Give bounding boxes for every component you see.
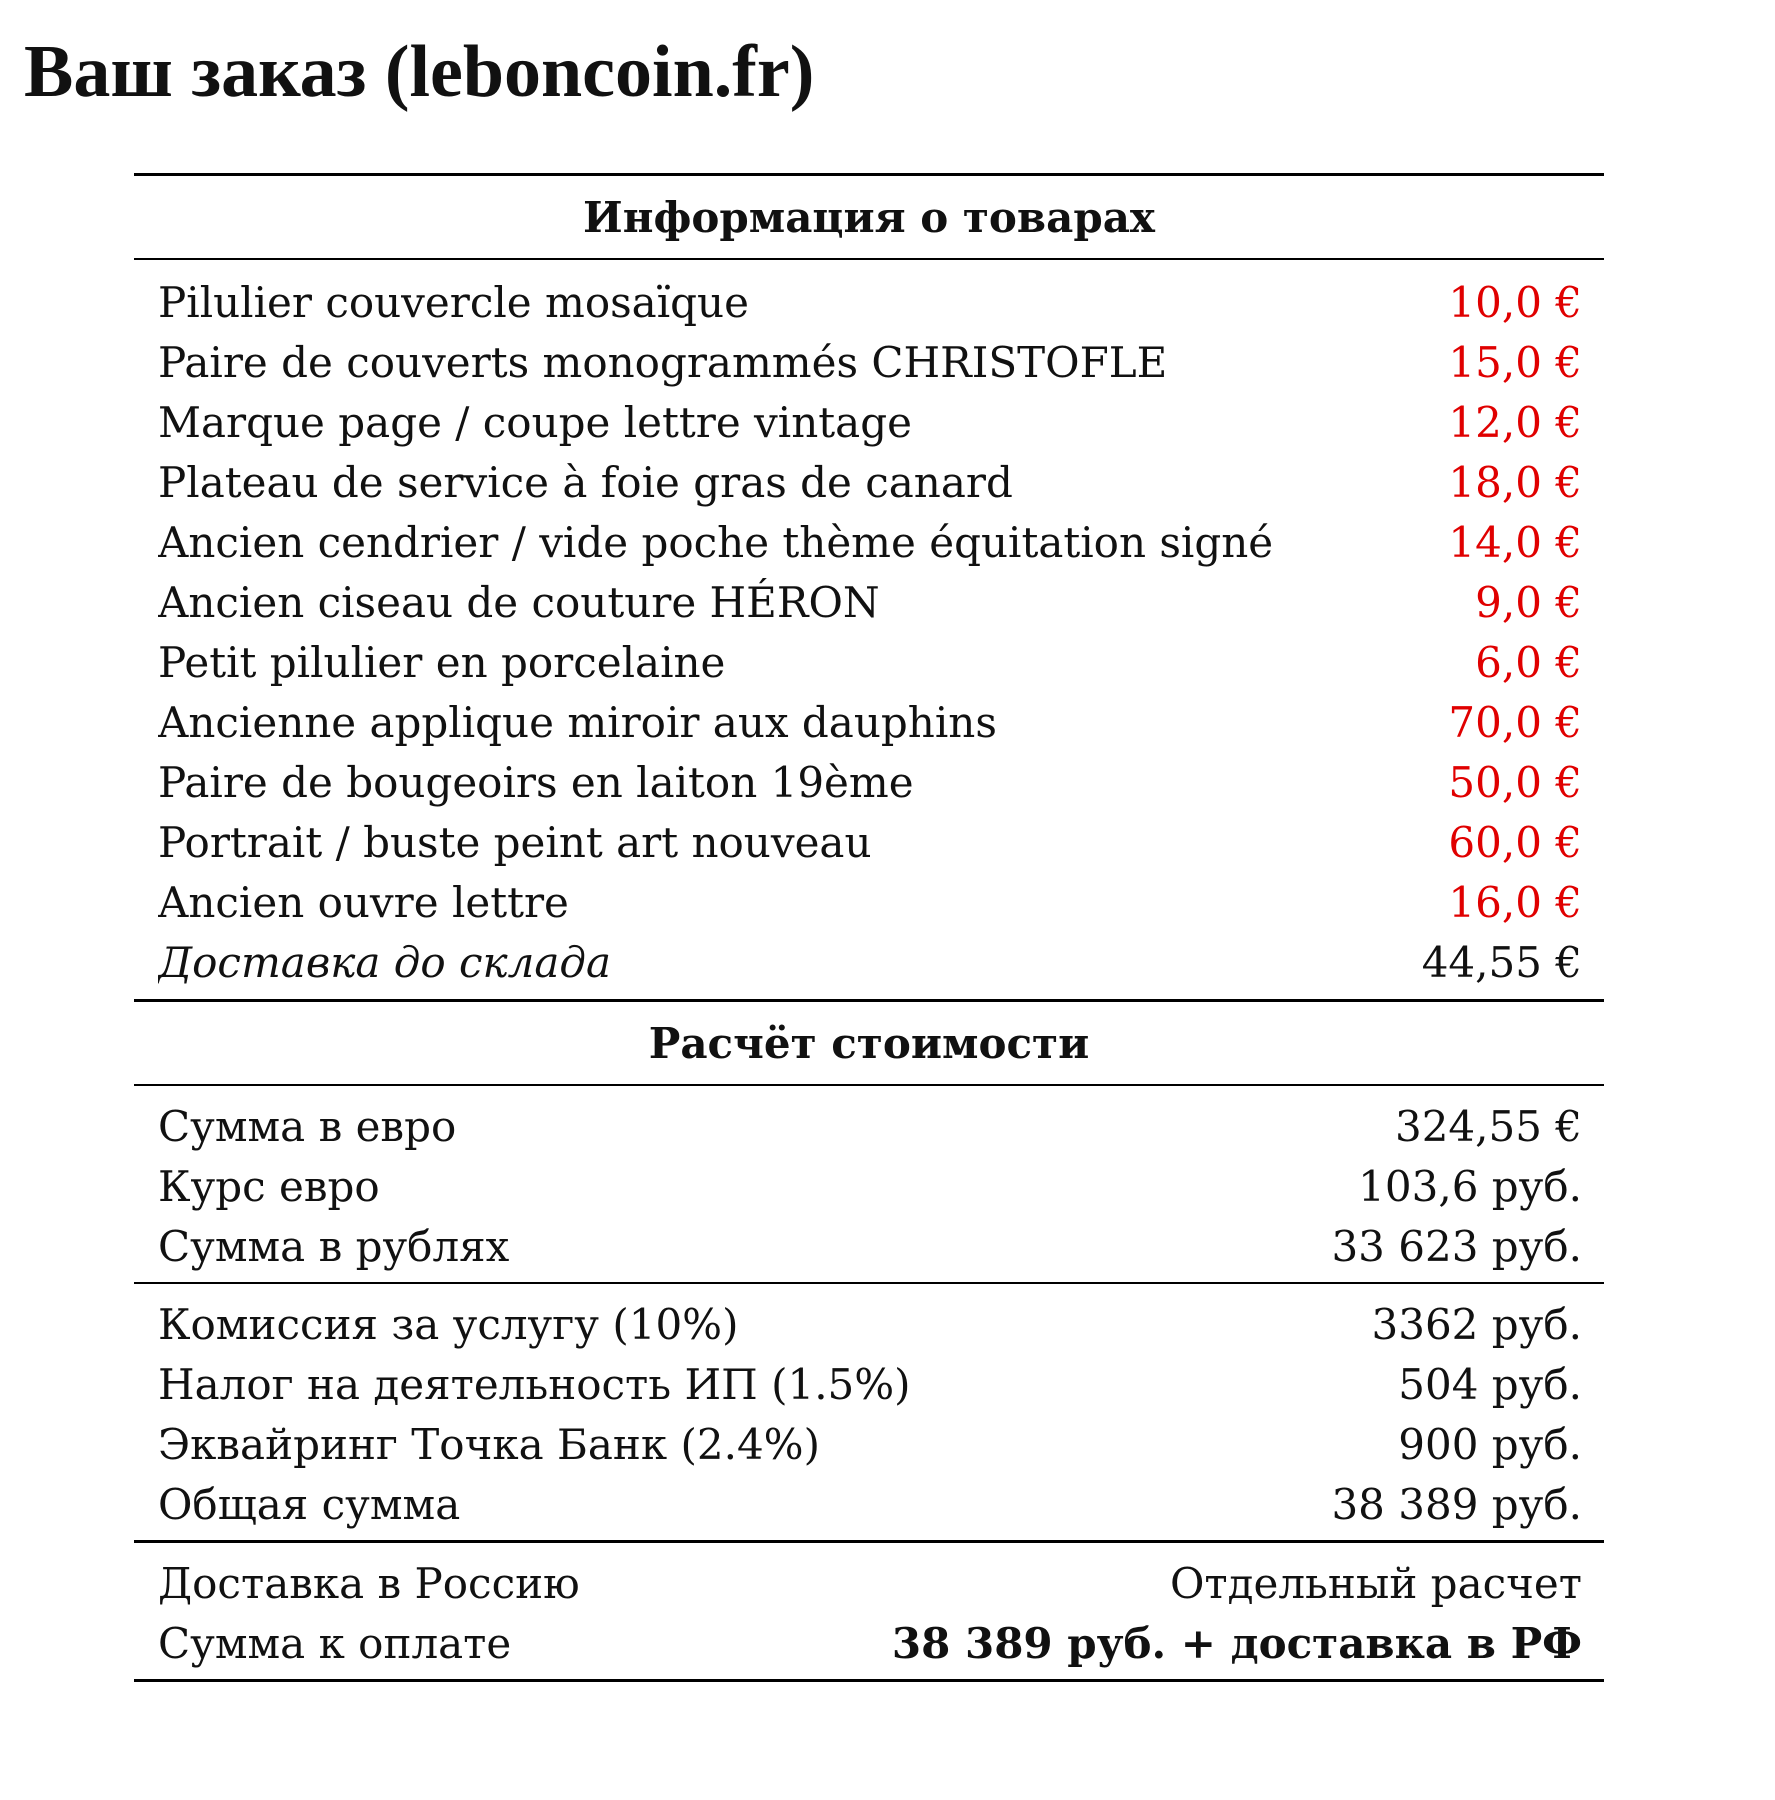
total-sum-value: 38 389 руб. (1331, 1479, 1582, 1529)
product-name: Paire de couverts monogrammés CHRISTOFLE (158, 337, 1168, 387)
russia-delivery-label: Доставка в Россию (158, 1558, 580, 1608)
page-title: Ваш заказ (leboncoin.fr) (24, 31, 815, 113)
final-block (134, 1543, 1604, 1679)
euro-rate-value: 103,6 руб. (1358, 1161, 1582, 1211)
product-name: Petit pilulier en porcelaine (158, 637, 726, 687)
service-fee-row (134, 1294, 1604, 1354)
product-name: Ancien ciseau de couture HÉRON (158, 577, 880, 627)
service-fee-value: 3362 руб. (1371, 1299, 1582, 1349)
acquiring-label: Эквайринг Точка Банк (2.4%) (158, 1419, 820, 1469)
warehouse-shipping-label: Доставка до склада (158, 937, 612, 987)
product-name: Ancien ouvre lettre (158, 877, 569, 927)
sum-rubles-label: Сумма в рублях (158, 1221, 510, 1271)
product-row (134, 872, 1604, 932)
product-row (134, 752, 1604, 812)
product-name: Plateau de service à foie gras de canard (158, 457, 1013, 507)
russia-delivery-row (134, 1553, 1604, 1613)
product-row (134, 452, 1604, 512)
product-name: Paire de bougeoirs en laiton 19ème (158, 757, 914, 807)
warehouse-shipping-row (134, 932, 1604, 992)
product-row (134, 632, 1604, 692)
product-row (134, 332, 1604, 392)
product-name: Portrait / buste peint art nouveau (158, 817, 872, 867)
product-price: 10,0 € (1448, 277, 1582, 327)
table-bottom-rule (134, 1679, 1604, 1682)
products-list (134, 260, 1604, 999)
sum-euro-row (134, 1096, 1604, 1156)
calculation-section-header: Расчёт стоимости (648, 1018, 1090, 1068)
total-sum-row (134, 1474, 1604, 1534)
product-name: Ancienne applique miroir aux dauphins (158, 697, 997, 747)
product-price: 14,0 € (1448, 517, 1582, 567)
product-name: Ancien cendrier / vide poche thème équitation signé (158, 517, 1274, 567)
sum-euro-value: 324,55 € (1394, 1101, 1582, 1151)
product-price: 70,0 € (1448, 697, 1582, 747)
sum-rubles-row (134, 1216, 1604, 1276)
sum-euro-label: Сумма в евро (158, 1101, 457, 1151)
euro-rate-row (134, 1156, 1604, 1216)
tax-label: Налог на деятельность ИП (1.5%) (158, 1359, 911, 1409)
acquiring-row (134, 1414, 1604, 1474)
product-price: 60,0 € (1448, 817, 1582, 867)
product-row (134, 812, 1604, 872)
product-price: 9,0 € (1475, 577, 1582, 627)
product-name: Marque page / coupe lettre vintage (158, 397, 912, 447)
amount-due-row (134, 1613, 1604, 1673)
product-price: 15,0 € (1448, 337, 1582, 387)
product-price: 50,0 € (1448, 757, 1582, 807)
euro-rate-label: Курс евро (158, 1161, 380, 1211)
products-section-header: Информация о товарах (583, 192, 1155, 242)
product-row (134, 512, 1604, 572)
order-summary-table (134, 173, 1604, 1682)
acquiring-value: 900 руб. (1398, 1419, 1582, 1469)
russia-delivery-value: Отдельный расчет (1169, 1558, 1582, 1608)
tax-row (134, 1354, 1604, 1414)
warehouse-shipping-value: 44,55 € (1421, 937, 1582, 987)
product-row (134, 392, 1604, 452)
service-fee-label: Комиссия за услугу (10%) (158, 1299, 739, 1349)
product-price: 16,0 € (1448, 877, 1582, 927)
tax-value: 504 руб. (1398, 1359, 1582, 1409)
product-row (134, 272, 1604, 332)
amount-due-label: Сумма к оплате (158, 1618, 512, 1668)
total-sum-label: Общая сумма (158, 1479, 461, 1529)
fees-block (134, 1284, 1604, 1540)
sum-rubles-value: 33 623 руб. (1331, 1221, 1582, 1271)
product-price: 18,0 € (1448, 457, 1582, 507)
conversion-block (134, 1086, 1604, 1282)
product-price: 12,0 € (1448, 397, 1582, 447)
amount-due-value: 38 389 руб. + доставка в РФ (891, 1618, 1582, 1668)
product-row (134, 692, 1604, 752)
product-row (134, 572, 1604, 632)
product-price: 6,0 € (1475, 637, 1582, 687)
product-name: Pilulier couvercle mosaïque (158, 277, 749, 327)
